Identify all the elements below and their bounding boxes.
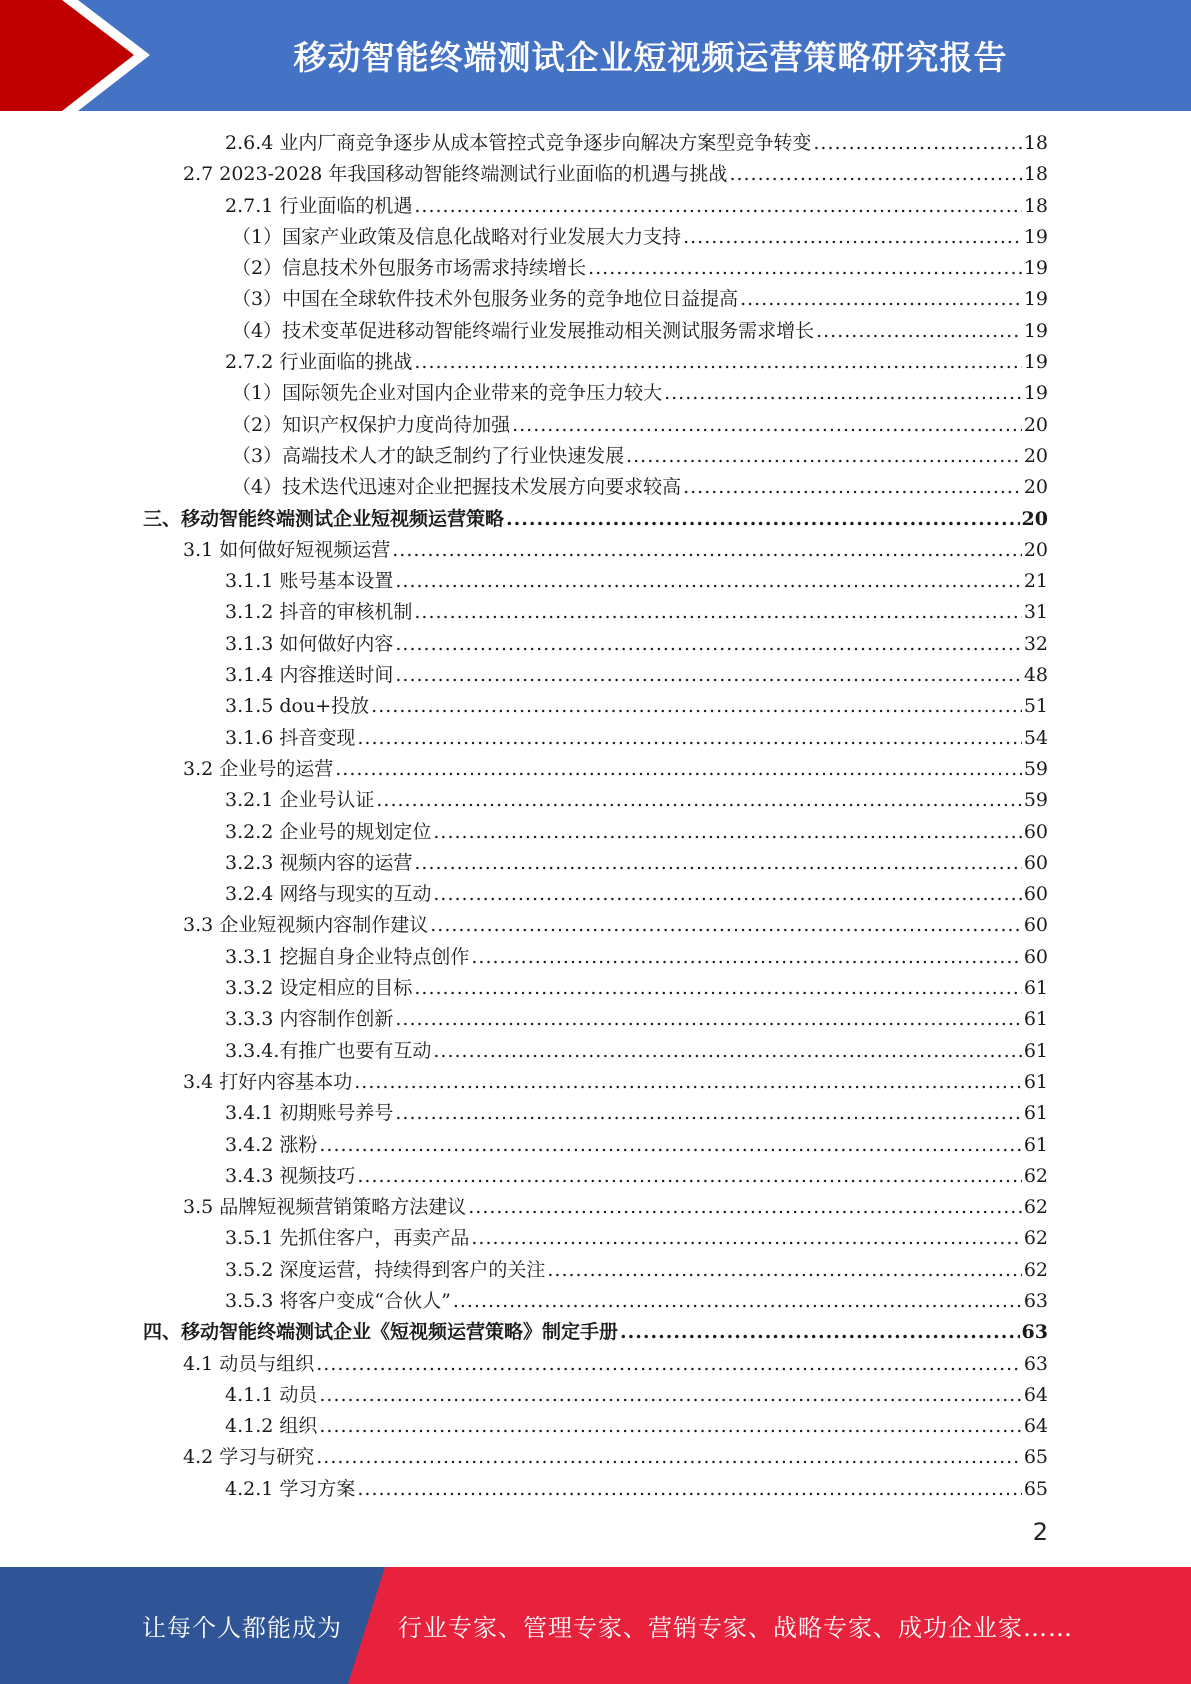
toc-entry[interactable]: [140, 1130, 1048, 1161]
toc-dot-leader: [316, 1353, 1022, 1375]
toc-entry-page: 20: [1023, 413, 1048, 436]
toc-entry-page: 20: [1021, 507, 1048, 530]
toc-entry-title: 3.3.2 设定相应的目标: [225, 977, 413, 1000]
toc-entry-page: 60: [1023, 914, 1048, 937]
toc-entry-title: 2.7.2 行业面临的挑战: [225, 351, 413, 374]
toc-entry-title: 3.1.5 dou+投放: [225, 695, 370, 718]
toc-entry[interactable]: [140, 1004, 1048, 1035]
toc-dot-leader: [316, 1446, 1022, 1468]
toc-entry[interactable]: [140, 222, 1048, 253]
toc-dot-leader: [357, 1478, 1021, 1500]
toc-entry-title: （2）知识产权保护力度尚待加强: [232, 413, 511, 436]
toc-dot-leader: [453, 1290, 1022, 1312]
toc-entry[interactable]: [140, 347, 1048, 378]
toc-entry[interactable]: [140, 1161, 1048, 1192]
toc-dot-leader: [319, 1134, 1021, 1156]
toc-entry[interactable]: [140, 1349, 1048, 1380]
toc-entry[interactable]: [140, 723, 1048, 754]
toc-entry[interactable]: [140, 1380, 1048, 1411]
toc-entry-page: 61: [1023, 1039, 1048, 1062]
toc-entry[interactable]: [140, 410, 1048, 441]
toc-dot-leader: [414, 351, 1021, 373]
footer-slogan-left: 让每个人都能成为: [142, 1614, 342, 1642]
toc-dot-leader: [620, 1321, 1020, 1343]
toc-entry-page: 59: [1023, 757, 1048, 780]
toc-entry[interactable]: [140, 128, 1048, 159]
toc-entry-title: 3.3.1 挖掘自身企业特点创作: [225, 945, 470, 968]
toc-entry-page: 18: [1023, 132, 1048, 154]
toc-entry-title: 3.4.1 初期账号养号: [225, 1102, 394, 1125]
toc-entry-page: 62: [1023, 1196, 1048, 1219]
toc-dot-leader: [395, 1102, 1021, 1124]
toc-dot-leader: [626, 445, 1022, 467]
toc-entry[interactable]: [140, 1223, 1048, 1254]
toc-entry-page: 62: [1023, 1258, 1048, 1281]
toc-entry-page: 51: [1023, 695, 1048, 718]
toc-entry[interactable]: [140, 1317, 1048, 1348]
toc-entry-title: 3.1.2 抖音的审核机制: [225, 601, 413, 624]
toc-dot-leader: [414, 601, 1021, 623]
toc-entry-title: 4.1.1 动员: [225, 1383, 318, 1406]
toc-entry-page: 61: [1023, 1102, 1048, 1125]
toc-entry[interactable]: [140, 441, 1048, 472]
toc-dot-leader: [414, 852, 1021, 874]
toc-entry[interactable]: [140, 817, 1048, 848]
toc-entry-title: 3.2.2 企业号的规划定位: [225, 820, 432, 843]
toc-entry-title: 3.4.3 视频技巧: [225, 1164, 356, 1187]
toc-entry-title: 4.1.2 组织: [225, 1415, 318, 1438]
toc-entry-title: 3.2.1 企业号认证: [225, 789, 375, 812]
toc-entry[interactable]: [140, 848, 1048, 879]
toc-entry-page: 65: [1023, 1446, 1048, 1469]
toc-entry[interactable]: [140, 316, 1048, 347]
toc-dot-leader: [319, 1384, 1021, 1406]
toc-entry-title: （2）信息技术外包服务市场需求持续增长: [232, 257, 587, 280]
toc-entry-page: 19: [1023, 288, 1048, 311]
toc-entry[interactable]: [140, 1255, 1048, 1286]
toc-entry-page: 61: [1023, 1133, 1048, 1156]
toc-entry-page: 63: [1023, 1352, 1048, 1375]
toc-dot-leader: [376, 789, 1021, 811]
toc-dot-leader: [392, 539, 1022, 561]
toc-entry-title: 2.6.4 业内厂商竞争逐步从成本管控式竞争逐步向解决方案型竞争转变: [225, 132, 812, 154]
toc-entry[interactable]: [140, 785, 1048, 816]
toc-entry-page: 60: [1023, 851, 1048, 874]
toc-dot-leader: [729, 163, 1021, 185]
toc-dot-leader: [395, 633, 1021, 655]
toc-entry[interactable]: [140, 1036, 1048, 1067]
toc-entry-title: （3）高端技术人才的缺乏制约了行业快速发展: [232, 444, 625, 467]
toc-dot-leader: [395, 1008, 1021, 1030]
toc-entry[interactable]: [140, 1474, 1048, 1505]
toc-entry-page: 61: [1023, 977, 1048, 1000]
toc-entry-page: 21: [1023, 570, 1048, 593]
toc-entry-title: 3.3.4.有推广也要有互动: [225, 1039, 432, 1062]
toc-entry[interactable]: [140, 566, 1048, 597]
toc-entry[interactable]: [140, 1067, 1048, 1098]
toc-entry-title: 3.1.3 如何做好内容: [225, 632, 394, 655]
toc-dot-leader: [740, 288, 1022, 310]
toc-entry[interactable]: [140, 253, 1048, 284]
page-number: 2: [1032, 1518, 1048, 1546]
toc-entry[interactable]: [140, 691, 1048, 722]
toc-entry[interactable]: [140, 754, 1048, 785]
toc-entry-page: 61: [1023, 1070, 1048, 1093]
toc-entry-title: （4）技术变革促进移动智能终端行业发展推动相关测试服务需求增长: [232, 319, 815, 342]
toc-entry-page: 19: [1023, 257, 1048, 280]
toc-entry[interactable]: [140, 879, 1048, 910]
toc-entry-title: 3.5 品牌短视频营销策略方法建议: [183, 1196, 467, 1219]
toc-dot-leader: [547, 1259, 1021, 1281]
toc-entry-title: 3.5.1 先抓住客户，再卖产品: [225, 1227, 470, 1250]
toc-entry-title: 3.1.6 抖音变现: [225, 726, 356, 749]
toc-entry-title: （3）中国在全球软件技术外包服务业务的竞争地位日益提高: [232, 288, 739, 311]
toc-entry-page: 62: [1023, 1227, 1048, 1250]
toc-entry-page: 64: [1023, 1383, 1048, 1406]
toc-entry[interactable]: [140, 1411, 1048, 1442]
report-title: 移动智能终端测试企业短视频运营策略研究报告: [293, 38, 1008, 77]
toc-entry[interactable]: [140, 660, 1048, 691]
toc-entry-page: 19: [1023, 351, 1048, 374]
toc-entry[interactable]: [140, 1286, 1048, 1317]
toc-dot-leader: [433, 821, 1021, 843]
toc-entry-page: 19: [1023, 382, 1048, 405]
toc-dot-leader: [664, 382, 1022, 404]
toc-entry-page: 60: [1023, 820, 1048, 843]
toc-entry[interactable]: [140, 1098, 1048, 1129]
toc-dot-leader: [357, 727, 1021, 749]
toc-dot-leader: [371, 695, 1022, 717]
toc-entry-page: 20: [1023, 476, 1048, 499]
toc-dot-leader: [319, 1415, 1021, 1437]
toc-entry[interactable]: [140, 191, 1048, 222]
toc-dot-leader: [395, 570, 1021, 592]
toc-entry-page: 60: [1023, 883, 1048, 906]
toc-entry[interactable]: [140, 535, 1048, 566]
toc-entry-title: 3.3.3 内容制作创新: [225, 1008, 394, 1031]
toc-dot-leader: [433, 883, 1021, 905]
toc-entry-page: 63: [1021, 1321, 1048, 1344]
toc-entry[interactable]: [140, 597, 1048, 628]
toc-entry[interactable]: [140, 942, 1048, 973]
table-of-contents: [140, 128, 1048, 1505]
toc-dot-leader: [414, 195, 1021, 217]
toc-entry-page: 32: [1023, 632, 1048, 655]
toc-entry-title: 4.1 动员与组织: [183, 1352, 315, 1375]
toc-entry-page: 19: [1023, 319, 1048, 342]
toc-entry-title: 4.2 学习与研究: [183, 1446, 315, 1469]
toc-entry-page: 63: [1023, 1289, 1048, 1312]
toc-entry-title: 3.5.3 将客户变成“合伙人”: [225, 1289, 451, 1312]
toc-entry-page: 61: [1023, 1008, 1048, 1031]
toc-dot-leader: [357, 1165, 1021, 1187]
toc-entry-title: （1）国家产业政策及信息化战略对行业发展大力支持: [232, 225, 682, 248]
toc-entry-title: 3.4.2 涨粉: [225, 1133, 318, 1156]
toc-entry-title: 2.7 2023-2028 年我国移动智能终端测试行业面临的机遇与挑战: [183, 163, 728, 186]
toc-entry-page: 19: [1023, 225, 1048, 248]
toc-dot-leader: [816, 320, 1022, 342]
toc-entry-page: 48: [1023, 664, 1048, 687]
toc-entry[interactable]: [140, 973, 1048, 1004]
toc-entry-title: 四、移动智能终端测试企业《短视频运营策略》制定手册: [143, 1321, 619, 1344]
page-footer: [0, 1567, 1191, 1684]
toc-dot-leader: [506, 508, 1020, 530]
toc-dot-leader: [433, 1040, 1021, 1062]
toc-entry-page: 18: [1023, 194, 1048, 217]
toc-entry[interactable]: [140, 1442, 1048, 1473]
toc-entry-page: 64: [1023, 1415, 1048, 1438]
page-header: [0, 0, 1191, 111]
toc-entry-page: 65: [1023, 1477, 1048, 1500]
toc-entry-title: 3.2.4 网络与现实的互动: [225, 883, 432, 906]
toc-entry-title: 2.7.1 行业面临的机遇: [225, 194, 413, 217]
toc-entry-title: （4）技术迭代迅速对企业把握技术发展方向要求较高: [232, 476, 682, 499]
toc-dot-leader: [588, 257, 1022, 279]
toc-dot-leader: [471, 946, 1021, 968]
toc-dot-leader: [395, 664, 1021, 686]
toc-entry-title: 3.4 打好内容基本功: [183, 1070, 353, 1093]
toc-dot-leader: [354, 1071, 1022, 1093]
toc-entry-page: 60: [1023, 945, 1048, 968]
toc-entry[interactable]: [140, 378, 1048, 409]
toc-dot-leader: [468, 1196, 1022, 1218]
toc-entry[interactable]: [140, 910, 1048, 941]
toc-dot-leader: [471, 1227, 1021, 1249]
toc-dot-leader: [813, 132, 1021, 154]
toc-entry-title: 三、移动智能终端测试企业短视频运营策略: [143, 507, 505, 530]
toc-dot-leader: [335, 758, 1022, 780]
toc-entry-title: 4.2.1 学习方案: [225, 1477, 356, 1500]
toc-entry-page: 54: [1023, 726, 1048, 749]
toc-entry-page: 62: [1023, 1164, 1048, 1187]
toc-entry-page: 18: [1023, 163, 1048, 186]
toc-entry-title: 3.1 如何做好短视频运营: [183, 538, 391, 561]
toc-entry-page: 20: [1023, 538, 1048, 561]
toc-entry-title: 3.2 企业号的运营: [183, 757, 334, 780]
toc-entry[interactable]: [140, 1192, 1048, 1223]
toc-entry-page: 59: [1023, 789, 1048, 812]
toc-dot-leader: [683, 226, 1022, 248]
toc-entry-title: 3.3 企业短视频内容制作建议: [183, 914, 429, 937]
toc-entry[interactable]: [140, 159, 1048, 190]
toc-entry[interactable]: [140, 629, 1048, 660]
toc-entry[interactable]: [140, 472, 1048, 503]
toc-entry-title: （1）国际领先企业对国内企业带来的竞争压力较大: [232, 382, 663, 405]
toc-entry-title: 3.1.4 内容推送时间: [225, 664, 394, 687]
toc-entry-page: 20: [1023, 444, 1048, 467]
toc-entry[interactable]: [140, 284, 1048, 315]
toc-entry-title: 3.1.1 账号基本设置: [225, 570, 394, 593]
toc-dot-leader: [512, 414, 1022, 436]
toc-dot-leader: [430, 914, 1022, 936]
header-red-arrow: [0, 0, 148, 111]
toc-entry-title: 3.5.2 深度运营，持续得到客户的关注: [225, 1258, 546, 1281]
toc-entry-title: 3.2.3 视频内容的运营: [225, 851, 413, 874]
toc-dot-leader: [683, 476, 1022, 498]
toc-entry-page: 31: [1023, 601, 1048, 624]
toc-dot-leader: [414, 977, 1021, 999]
toc-entry[interactable]: [140, 504, 1048, 535]
footer-slogan-right: 行业专家、管理专家、营销专家、战略专家、成功企业家……: [398, 1614, 1073, 1642]
